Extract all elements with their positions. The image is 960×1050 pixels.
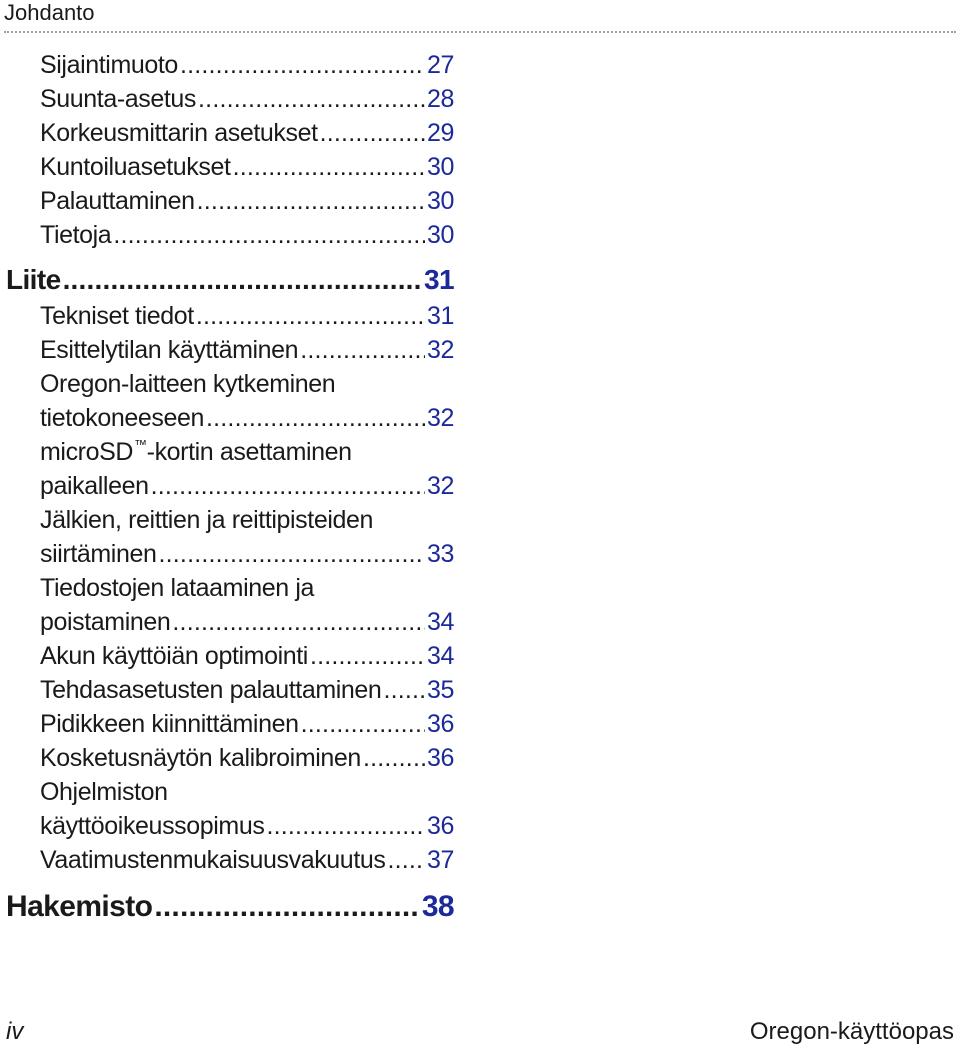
toc-leader-dots [300, 336, 425, 365]
toc-entry[interactable] [40, 119, 454, 148]
toc-entry[interactable] [40, 676, 454, 705]
toc-chapter[interactable] [6, 890, 454, 924]
toc-entry-page: 34 [426, 642, 454, 670]
toc-entry-title: Suunta-asetus [40, 85, 197, 113]
toc-leader-dots [154, 890, 419, 924]
toc-entry-page: 30 [426, 187, 454, 215]
toc-entry-page: 30 [426, 153, 454, 181]
toc-entry-title: Esittelytilan käyttäminen [40, 336, 299, 364]
toc-entry-title-continued: käyttöoikeussopimus [40, 812, 265, 840]
toc-entry-title: Jälkien, reittien ja reittipisteiden [40, 506, 374, 534]
toc-entry-page: 36 [426, 812, 454, 840]
toc-entry[interactable] [40, 85, 454, 114]
toc-entry-title: Korkeusmittarin asetukset [40, 119, 318, 147]
toc-leader-dots [320, 119, 425, 148]
toc-chapter[interactable] [6, 264, 454, 296]
toc-entry[interactable] [40, 608, 454, 637]
toc-entry[interactable] [40, 153, 454, 182]
toc-leader-dots [363, 744, 425, 773]
toc-leader-dots [63, 264, 422, 296]
toc-entry-title: Pidikkeen kiinnittäminen [40, 710, 299, 738]
toc-entry[interactable] [40, 336, 454, 365]
section-header: Johdanto [4, 0, 95, 25]
toc-entry-page: 37 [426, 846, 454, 874]
toc-entry-page: 33 [426, 540, 454, 568]
toc-chapter-page: 31 [424, 264, 454, 295]
trademark-symbol: ™ [134, 437, 147, 452]
toc-leader-dots [196, 302, 425, 331]
toc-leader-dots [197, 187, 425, 216]
toc-leader-dots [301, 710, 425, 739]
toc-entry-title: Tehdasasetusten palauttaminen [40, 676, 382, 704]
toc-entry-title-continued: tietokoneeseen [40, 404, 204, 432]
toc-entry-title: Oregon-laitteen kytkeminen [40, 370, 336, 398]
toc-leader-dots [387, 846, 425, 875]
toc-entry[interactable] [40, 221, 454, 250]
toc-entry-title-continued: paikalleen [40, 472, 149, 500]
toc-entry-title: Kosketusnäytön kalibroiminen [40, 744, 361, 772]
toc-entry-page: 30 [426, 221, 454, 249]
toc-entry[interactable] [40, 812, 454, 841]
toc-entry-title-continued: siirtäminen [40, 540, 157, 568]
toc-entry-page: 29 [426, 119, 454, 147]
toc-entry[interactable] [40, 710, 454, 739]
toc-entry-page: 35 [426, 676, 454, 704]
toc-leader-dots [180, 51, 425, 80]
toc-entry-page: 28 [426, 85, 454, 113]
toc-entry-title: Palauttaminen [40, 187, 195, 215]
toc-entry-title: Tietoja [40, 221, 112, 249]
toc-entry[interactable] [40, 642, 454, 671]
toc-chapter-title: Liite [6, 264, 61, 295]
toc-leader-dots [158, 540, 425, 569]
toc-leader-dots [383, 676, 425, 705]
toc-entry-title-line [40, 778, 454, 807]
toc-entry-title [40, 438, 352, 467]
toc-leader-dots [233, 153, 425, 182]
toc-entry-title-line [40, 506, 454, 535]
toc-chapter-title: Hakemisto [6, 890, 153, 923]
toc-leader-dots [151, 472, 425, 501]
toc-entry-page: 34 [426, 608, 454, 636]
toc-leader-dots [172, 608, 425, 637]
toc-entry[interactable] [40, 187, 454, 216]
toc-entry[interactable] [40, 846, 454, 875]
toc-entry-title: Ohjelmiston [40, 778, 168, 806]
toc-leader-dots [310, 642, 425, 671]
toc-entry[interactable] [40, 472, 454, 501]
toc-entry-page: 32 [426, 336, 454, 364]
page-number: iv [6, 1018, 24, 1045]
toc-entry-title: Kuntoiluasetukset [40, 153, 231, 181]
toc-leader-dots [113, 221, 425, 250]
manual-title: Oregon-käyttöopas [749, 1018, 954, 1045]
toc-entry[interactable] [40, 51, 454, 80]
toc-leader-dots [198, 85, 425, 114]
toc-chapter-page: 38 [421, 890, 454, 923]
toc-entry-page: 32 [426, 472, 454, 500]
toc-entry-title: Tiedostojen lataaminen ja [40, 574, 314, 602]
toc-entry-title-line [40, 574, 454, 603]
toc-entry-title-rest: -kortin asettaminen [146, 438, 352, 466]
toc-entry[interactable] [40, 302, 454, 331]
toc-entry-page: 27 [426, 51, 454, 79]
header-divider [4, 31, 956, 33]
toc-leader-dots [266, 812, 425, 841]
toc-entry-title-main: microSD [40, 438, 134, 466]
toc-entry-page: 32 [426, 404, 454, 432]
toc-entry[interactable] [40, 744, 454, 773]
toc-entry[interactable] [40, 540, 454, 569]
toc-entry-page: 36 [426, 710, 454, 738]
toc-entry-title: Sijaintimuoto [40, 51, 178, 79]
toc-entry-title-continued: poistaminen [40, 608, 171, 636]
toc-entry-title: Tekniset tiedot [40, 302, 194, 330]
toc-entry[interactable] [40, 404, 454, 433]
toc-entry-page: 36 [426, 744, 454, 772]
toc-entry-title-line [40, 438, 454, 467]
toc-entry-title: Akun käyttöiän optimointi [40, 642, 308, 670]
toc-leader-dots [206, 404, 425, 433]
toc-entry-page: 31 [426, 302, 454, 330]
toc-entry-title: Vaatimustenmukaisuusvakuutus [40, 846, 386, 874]
toc-entry-title-line [40, 370, 454, 399]
